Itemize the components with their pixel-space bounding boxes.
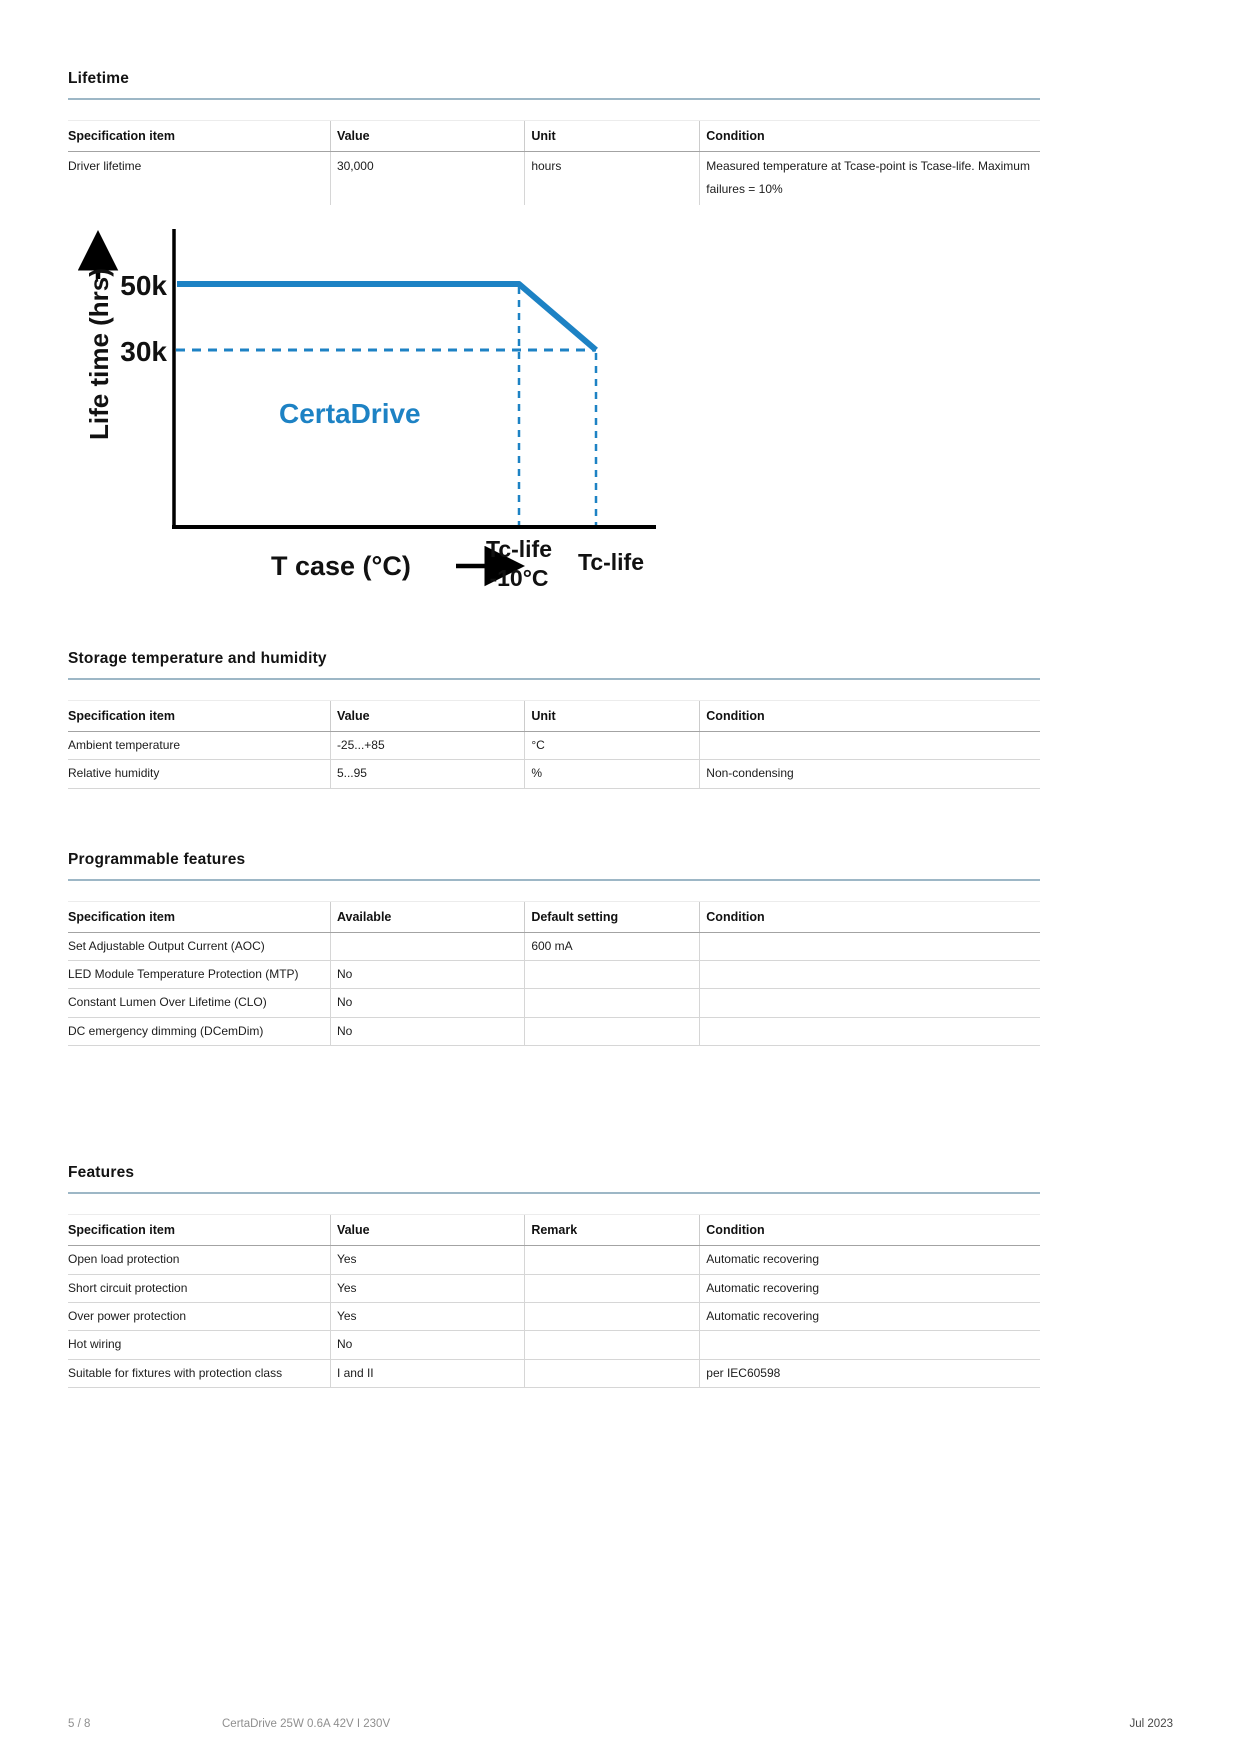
document-date: Jul 2023 xyxy=(1129,1718,1173,1730)
table-cell: Non-condensing xyxy=(700,760,1040,788)
storage-table xyxy=(68,700,1040,789)
table-cell: 600 mA xyxy=(525,932,700,960)
table-cell xyxy=(525,1331,700,1359)
table-cell: Ambient temperature xyxy=(68,731,330,759)
column-header: Specification item xyxy=(68,901,330,932)
table-row xyxy=(68,932,1040,960)
column-header: Condition xyxy=(700,1215,1040,1246)
ytick-30k: 30k xyxy=(120,335,167,367)
programmable-features-table xyxy=(68,901,1040,1047)
table-cell: Suitable for fixtures with protection class xyxy=(68,1359,330,1387)
column-header: Remark xyxy=(525,1215,700,1246)
table-cell: Measured temperature at Tcase-point is Tcase-life. Maximum failures = 10% xyxy=(700,152,1040,205)
page-content xyxy=(68,70,1040,1388)
table-cell: °C xyxy=(525,731,700,759)
table-cell: 5...95 xyxy=(330,760,524,788)
table-row xyxy=(68,731,1040,759)
table-cell: Set Adjustable Output Current (AOC) xyxy=(68,932,330,960)
table-cell xyxy=(525,1302,700,1330)
section-divider xyxy=(68,678,1040,680)
table-cell: Over power protection xyxy=(68,1302,330,1330)
table-row xyxy=(68,1274,1040,1302)
section-title: Lifetime xyxy=(68,70,130,87)
document-title: CertaDrive 25W 0.6A 42V I 230V xyxy=(222,1718,391,1730)
column-header: Specification item xyxy=(68,700,330,731)
table-cell: I and II xyxy=(330,1359,524,1387)
table-header-row xyxy=(68,901,1040,932)
section-storage xyxy=(68,650,1040,789)
lifetime-chart-block xyxy=(74,227,1040,610)
chart-watermark: CertaDrive xyxy=(279,397,421,429)
table-cell: Automatic recovering xyxy=(700,1246,1040,1274)
table-cell: Relative humidity xyxy=(68,760,330,788)
table-cell: No xyxy=(330,960,524,988)
section-title: Programmable features xyxy=(68,850,246,868)
column-header: Specification item xyxy=(68,121,330,152)
lifetime-chart xyxy=(74,227,664,605)
table-row xyxy=(68,1331,1040,1359)
table-cell xyxy=(700,1017,1040,1045)
table-cell xyxy=(525,1246,700,1274)
table-row xyxy=(68,1017,1040,1045)
xtick-tc-life-minus10-line2: -10°C xyxy=(489,564,549,591)
column-header: Value xyxy=(330,121,524,152)
table-cell xyxy=(700,731,1040,759)
table-cell: Yes xyxy=(330,1246,524,1274)
table-header-row xyxy=(68,1215,1040,1246)
table-row xyxy=(68,152,1040,205)
table-cell xyxy=(700,1331,1040,1359)
table-cell: LED Module Temperature Protection (MTP) xyxy=(68,960,330,988)
page-number: 5 / 8 xyxy=(68,1718,91,1730)
column-header: Available xyxy=(330,901,524,932)
table-cell: % xyxy=(525,760,700,788)
table-cell: Hot wiring xyxy=(68,1331,330,1359)
table-cell: DC emergency dimming (DCemDim) xyxy=(68,1017,330,1045)
table-cell: Open load protection xyxy=(68,1246,330,1274)
table-cell: Driver lifetime xyxy=(68,159,142,173)
table-cell xyxy=(525,960,700,988)
column-header: Unit xyxy=(525,700,700,731)
table-cell xyxy=(700,989,1040,1017)
xtick-tc-life: Tc-life xyxy=(577,548,645,575)
features-table xyxy=(68,1214,1040,1388)
section-divider xyxy=(68,1192,1040,1194)
table-cell: No xyxy=(330,1331,524,1359)
table-cell: Automatic recovering xyxy=(700,1302,1040,1330)
section-title: Storage temperature and humidity xyxy=(68,649,327,667)
table-cell: Yes xyxy=(330,1274,524,1302)
page-footer xyxy=(68,1718,1173,1734)
column-header: Condition xyxy=(700,901,1040,932)
table-cell: Constant Lumen Over Lifetime (CLO) xyxy=(68,989,330,1017)
table-row xyxy=(68,960,1040,988)
table-row xyxy=(68,760,1040,788)
column-header: Condition xyxy=(700,121,1040,152)
xtick-tc-life-minus10-line1: Tc-life xyxy=(485,535,553,562)
table-cell: Yes xyxy=(330,1302,524,1330)
table-header-row xyxy=(68,700,1040,731)
table-cell: No xyxy=(330,1017,524,1045)
table-cell: per IEC60598 xyxy=(700,1359,1040,1387)
section-programmable-features xyxy=(68,851,1040,1047)
lifetime-table xyxy=(68,120,1040,205)
table-row xyxy=(68,1246,1040,1274)
column-header: Specification item xyxy=(68,1215,330,1246)
column-header: Default setting xyxy=(525,901,700,932)
table-cell xyxy=(525,1274,700,1302)
table-cell: 30,000 xyxy=(330,152,524,205)
table-cell: No xyxy=(330,989,524,1017)
table-cell xyxy=(525,1017,700,1045)
table-header-row xyxy=(68,121,1040,152)
table-cell xyxy=(700,932,1040,960)
table-cell xyxy=(525,989,700,1017)
ytick-50k: 50k xyxy=(120,269,167,301)
table-cell xyxy=(700,960,1040,988)
y-axis-label: Life time (hrs) xyxy=(84,267,114,440)
lifetime-line xyxy=(177,284,596,350)
table-row xyxy=(68,1302,1040,1330)
column-header: Condition xyxy=(700,700,1040,731)
table-cell: -25...+85 xyxy=(330,731,524,759)
section-features xyxy=(68,1164,1040,1388)
x-axis-label: T case (°C) xyxy=(271,550,411,581)
table-cell: Automatic recovering xyxy=(700,1274,1040,1302)
column-header: Unit xyxy=(525,121,700,152)
table-cell: Short circuit protection xyxy=(68,1274,330,1302)
section-divider xyxy=(68,98,1040,100)
table-row xyxy=(68,1359,1040,1387)
section-title: Features xyxy=(68,1164,135,1182)
column-header: Value xyxy=(330,700,524,731)
section-lifetime xyxy=(68,70,1040,205)
table-cell xyxy=(330,932,524,960)
table-cell: hours xyxy=(525,152,700,205)
section-divider xyxy=(68,879,1040,881)
table-row xyxy=(68,989,1040,1017)
column-header: Value xyxy=(330,1215,524,1246)
table-cell xyxy=(525,1359,700,1387)
